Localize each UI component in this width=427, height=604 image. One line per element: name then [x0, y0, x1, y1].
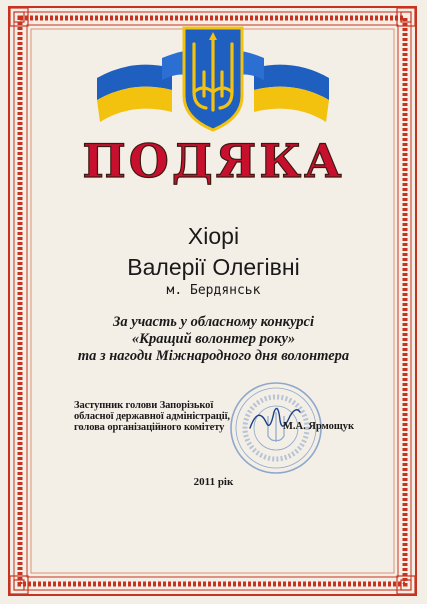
signatory-name: М.А. Ярмощук [283, 421, 355, 432]
reason-line-3: та з нагоди Міжнародного дня волонтера [77, 348, 350, 364]
reason-line-1: За участь у обласному конкурсі [113, 314, 314, 330]
page-title: ПОДЯКА [82, 134, 345, 188]
handwritten-signature [244, 398, 304, 442]
recipient-given-names: Валерії Олегівні [127, 254, 300, 280]
ukraine-coat-of-arms-with-flag [92, 18, 334, 138]
signatory-title-line-3: голова організаційного комітету [74, 422, 225, 433]
signatory-title-line-1: Заступник голови Запорізької [74, 400, 214, 411]
issue-year: 2011 рік [193, 476, 234, 488]
recipient-city: м. Бердянськ [166, 283, 261, 298]
signatory-title-line-2: обласної державної адміністрації, [74, 411, 230, 422]
reason-line-2: «Кращий волонтер року» [131, 331, 296, 347]
recipient-surname: Хіорі [187, 223, 240, 249]
